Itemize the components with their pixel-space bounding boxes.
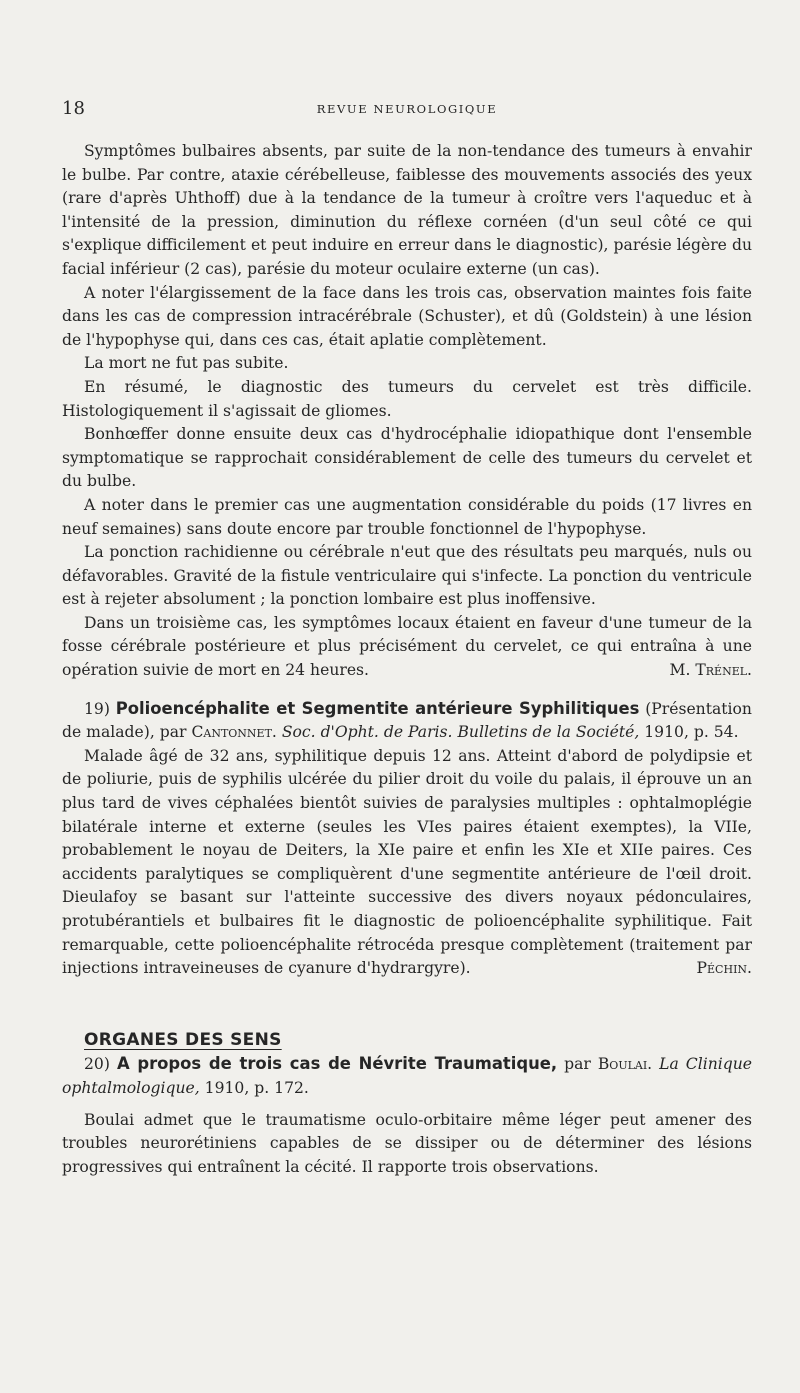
author: Cantonnet.	[191, 723, 277, 742]
author: Boulai.	[597, 1055, 653, 1074]
paragraph: En résumé, le diagnostic des tumeurs du cervelet est très difficile. Histologiquement il s'agissait de gliomes.	[62, 377, 752, 420]
page-number: 18	[62, 98, 85, 119]
paragraph: A noter dans le premier cas une augmentation considérable du poids (17 livres en neuf semaines) sans doute encore par trouble fonctionnel de l'hypophyse.	[62, 495, 752, 538]
page-body	[62, 140, 752, 1179]
paragraph: La ponction rachidienne ou cérébrale n'eut que des résultats peu marqués, nuls ou défavorables. Gravité de la fistule ventriculaire qui s'infecte. La ponction du ventricule est à rejeter absolument ; la ponction lombaire est plus inoffensive.	[62, 543, 752, 609]
paragraph: A noter l'élargissement de la face dans les trois cas, observation maintes fois faite dans les cas de compression intracérébrale (Schuster), et dû (Goldstein) à une lésion de l'hypophyse qui, dans ces cas, était aplatie complètement.	[62, 283, 752, 349]
paragraph-with-signature	[62, 745, 752, 981]
year-page: 1910, p. 172.	[204, 1078, 309, 1097]
paragraph: Bonhœffer donne ensuite deux cas d'hydrocéphalie idiopathique dont l'ensemble symptomatique se rapprochait considérablement de celle des tumeurs du cervelet et du bulbe.	[62, 425, 752, 491]
year-page: 1910, p. 54.	[644, 723, 739, 742]
source: La Clinique ophtalmologique,	[62, 1055, 752, 1097]
paragraph-text: Dans un troisième cas, les symptômes locaux étaient en faveur d'une tumeur de la fosse cérébrale postérieure et plus précisément du cervelet, ce qui entraîna à une opération suivie de mort en 24 heures.	[62, 613, 752, 680]
paragraph: Boulai admet que le traumatisme oculo-orbitaire même léger peut amener des troubles neurorétiniens capables de se dissiper ou de déterminer des lésions progressives qui entraînent la cécité. Il rapporte trois observations.	[62, 1110, 752, 1176]
entry-number: 20)	[84, 1055, 110, 1074]
entry-title: A propos de trois cas de Névrite Traumatique,	[116, 1054, 558, 1074]
paragraph: La mort ne fut pas subite.	[84, 354, 289, 373]
paragraph-text: Malade âgé de 32 ans, syphilitique depuis 12 ans. Atteint d'abord de polydipsie et de poliurie, puis de syphilis ulcérée du pilier droit du voile du palais, il éprouve un an plus tard de vives céphalées bientôt suivies de paralysies multiples : ophtalmoplégie bilatérale interne et externe (seules les VIes paires étaient exemptes), la VIIe, probablement le noyau de Deiters, la XIe paire et enfin les XIe et XIIe paires. Ces accidents paralytiques se compliquèrent d'une segmentite antérieure de l'œil droit. Dieulafoy se basant sur l'atteinte successive des divers noyaux pédonculaires, protubérantiels et bulbaires fit le diagnostic de polioencéphalite syphilitique. Fait remarquable, cette polioencéphalite rétrocéda presque complètement (traitement par injections intraveineuses de cyanure d'hydrargyre).	[62, 746, 752, 978]
section-title: ORGANES DES SENS	[84, 1029, 282, 1050]
paragraph-with-signature	[62, 612, 752, 683]
page-header	[62, 98, 752, 122]
entry-heading	[62, 1052, 752, 1100]
citation-by: par	[564, 1055, 591, 1074]
signature: M. Trénel.	[669, 661, 752, 680]
source: Soc. d'Opht. de Paris. Bulletins de la Société,	[281, 723, 640, 742]
entry-title: Polioencéphalite et Segmentite antérieure Syphilitiques	[115, 698, 640, 718]
paragraph: Symptômes bulbaires absents, par suite de la non-tendance des tumeurs à envahir le bulbe. Par contre, ataxie cérébelleuse, faiblesse des mouvements associés des yeux (rare d'après Uhthoff) due à la tendance de la tumeur à croître vers l'aqueduc et à l'intensité de la pression, diminution du réflexe cornéen (d'un seul côté ce qui s'explique difficilement et peut induire en erreur dans le diagnostic), parésie légère du facial inférieur (2 cas), parésie du moteur oculaire externe (un cas).	[62, 142, 752, 278]
running-title: REVUE NEUROLOGIQUE	[316, 102, 498, 116]
entry-number: 19)	[84, 699, 110, 718]
citation-intro: (Présentation de malade), par	[62, 699, 752, 742]
entry-heading	[62, 697, 752, 745]
signature: Péchin.	[696, 959, 752, 978]
